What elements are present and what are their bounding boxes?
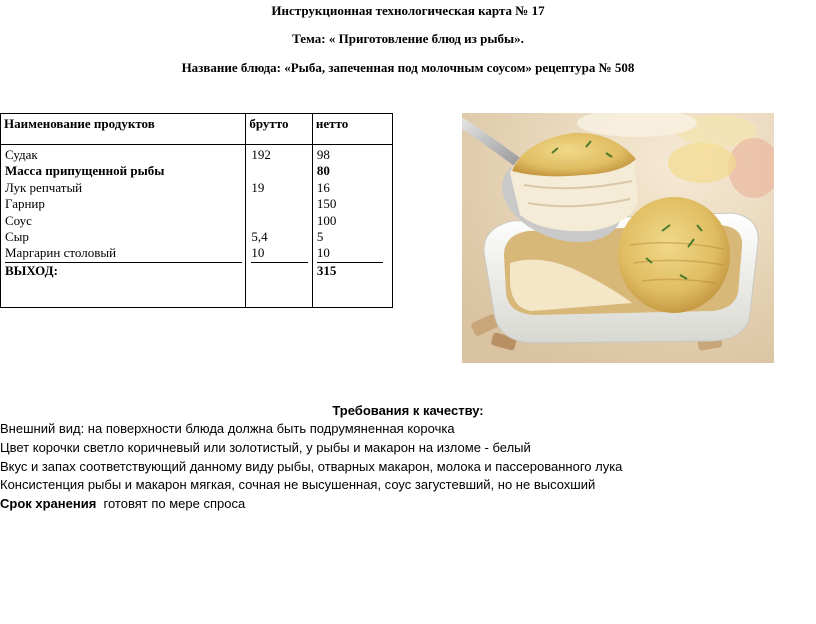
netto-value: 100 <box>316 212 337 228</box>
quality-title: Требования к качеству: <box>332 403 484 418</box>
header-product-name: Наименование продуктов <box>4 116 155 131</box>
cheese-crust <box>618 197 730 313</box>
netto-value: 10 <box>317 245 383 262</box>
quality-taste: Вкус и запах соответствующий данному виду рыбы, отварных макарон, молока и пассерованного лука <box>0 459 623 474</box>
product-name: Сыр <box>5 228 29 244</box>
brutto-value: 192 <box>251 147 271 162</box>
product-name: Маргарин столовый <box>5 245 242 262</box>
header-brutto: брутто <box>249 116 289 131</box>
brutto-value: 10 <box>251 245 308 262</box>
dish-name-line: Название блюда: «Рыба, запеченная под молочным соусом» рецептура № 508 <box>181 60 635 75</box>
brutto-value: 19 <box>251 179 265 195</box>
quality-color: Цвет корочки светло коричневый или золотистый, у рыбы и макарон на изломе - белый <box>0 440 531 455</box>
netto-value: 5 <box>316 228 324 244</box>
product-name: Судак <box>5 147 38 162</box>
yield-value: 315 <box>316 262 337 278</box>
brutto-value: 5,4 <box>251 228 268 244</box>
quality-appearance: Внешний вид: на поверхности блюда должна быть подрумяненная корочка <box>0 421 455 436</box>
brutto-value <box>251 196 308 212</box>
brutto-value <box>251 163 308 179</box>
netto-value: 80 <box>316 163 330 179</box>
netto-value: 16 <box>316 179 330 195</box>
topic-line: Тема: « Приготовление блюд из рыбы». <box>292 31 524 46</box>
storage-label: Срок хранения <box>0 496 97 511</box>
brutto-value <box>251 213 308 229</box>
quality-consistency: Консистенция рыбы и макарон мягкая, сочная не высушенная, соус загустевший, но не высохший <box>0 477 596 492</box>
netto-value: 98 <box>316 147 330 162</box>
brutto-column <box>246 145 312 263</box>
quality-storage <box>0 496 245 511</box>
netto-column <box>313 145 392 279</box>
dish-photo <box>462 113 774 363</box>
cheese-blur <box>668 143 736 183</box>
product-name: Соус <box>5 212 32 228</box>
card-title: Инструкционная технологическая карта № 17 <box>271 3 545 18</box>
netto-value: 150 <box>316 196 337 212</box>
product-name: Гарнир <box>5 196 45 212</box>
product-name-column <box>1 145 245 279</box>
product-name: Лук репчатый <box>5 179 83 195</box>
recipe-table <box>0 113 393 308</box>
table-header-row <box>1 114 393 145</box>
storage-value: готовят по мере спроса <box>96 496 246 511</box>
header-netto: нетто <box>315 116 349 131</box>
product-name: Масса припущенной рыбы <box>5 163 165 179</box>
yield-label: ВЫХОД: <box>5 262 58 278</box>
table-body-row <box>1 145 393 308</box>
